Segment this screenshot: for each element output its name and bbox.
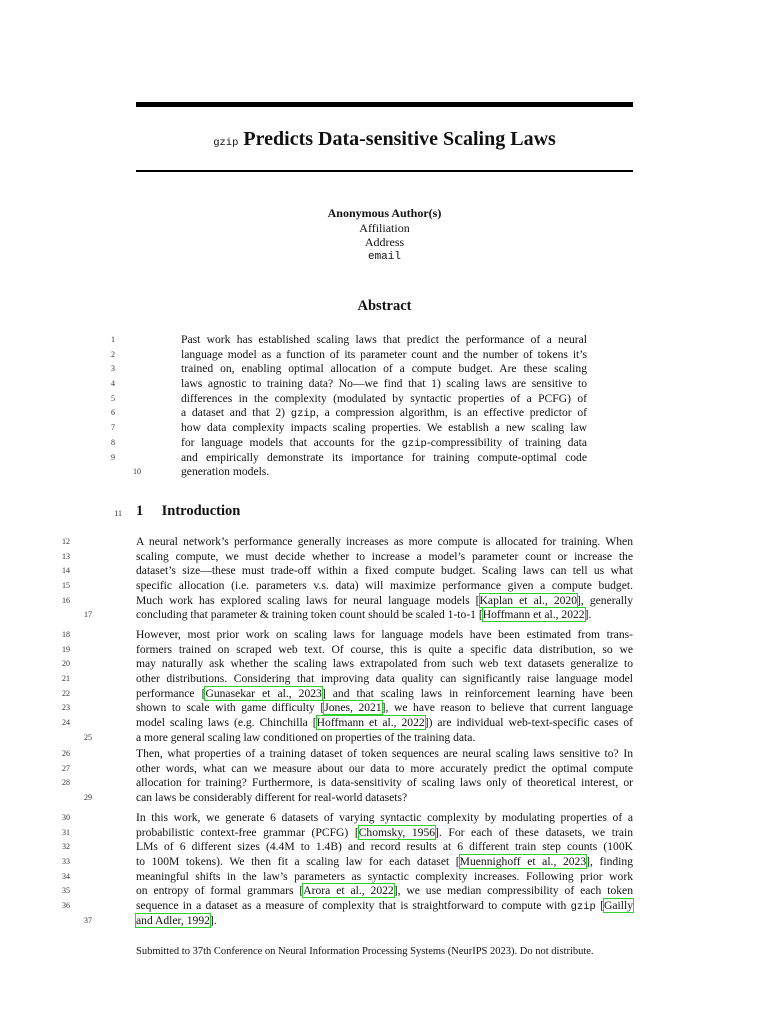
text-line: [111, 377, 587, 392]
line-number: 22: [62, 688, 70, 698]
line-number: 13: [62, 551, 70, 561]
line-number: 24: [62, 718, 70, 728]
line-text: on entropy of formal grammars [: [136, 884, 304, 898]
line-number: 14: [62, 566, 70, 576]
line-text: concluding that parameter & training token count should be scaled 1-to-1 [: [136, 608, 483, 622]
line-text: ], we have reason to believe that current language: [381, 701, 633, 715]
citation-link[interactable]: Hoffmann et al., 2022: [316, 716, 425, 730]
citation-link[interactable]: Gailly: [604, 899, 633, 913]
author-name: Anonymous Author(s): [327, 206, 442, 220]
text-line: [111, 333, 587, 348]
line-number: 23: [62, 703, 70, 713]
citation-link[interactable]: Chomsky, 1956: [358, 825, 436, 839]
line-text: In this work, we generate 6 datasets of varying syntactic complexity by modulating properties of a: [136, 811, 633, 824]
paragraph: [62, 747, 633, 806]
line-text: allocation for training? Furthermore, is data-sensitivity of scaling laws only of theoretical interest, or: [136, 776, 633, 790]
line-number: 16: [62, 595, 70, 605]
line-text: [: [595, 899, 605, 913]
line-text: to 100M tokens). We then fit a scaling law for each dataset [: [136, 855, 460, 869]
line-text: A neural network’s performance generally increases as more compute is allocated for training. When: [136, 535, 633, 548]
title-text: Predicts Data-sensitive Scaling Laws: [243, 128, 556, 150]
line-number: 19: [62, 644, 70, 654]
text-line: [62, 686, 633, 702]
text-line: [62, 701, 633, 716]
line-text: ].: [209, 913, 217, 927]
line-text: scaling compute, we must decide whether to increase a model’s parameter count or increase the: [136, 549, 633, 563]
text-line: [62, 840, 633, 855]
text-line: [111, 435, 587, 451]
author-email: email: [367, 250, 401, 263]
line-text: ]. For each of these datasets, we train: [435, 825, 633, 839]
line-number: 32: [62, 842, 70, 852]
line-text: dataset’s size—these must trade-off within a fixed compute budget. Scaling laws can tell us what: [136, 564, 633, 578]
text-line: [62, 579, 633, 594]
paragraph: [62, 811, 634, 929]
section-title: Introduction: [161, 503, 241, 519]
text-line: [84, 608, 633, 623]
line-number: 10: [133, 467, 141, 477]
line-number: 2: [111, 349, 115, 359]
text-line: [84, 791, 633, 806]
text-line: [62, 535, 633, 550]
line-text: However, most prior work on scaling laws for language models have been estimated from trans-: [136, 628, 633, 641]
abstract-heading: Abstract: [357, 298, 412, 314]
text-line: [62, 642, 633, 658]
text-line: [111, 362, 587, 377]
line-number: 1: [111, 335, 115, 344]
text-line: [62, 747, 633, 762]
line-number: 8: [111, 437, 115, 447]
line-text: for language models that accounts for the: [181, 435, 402, 449]
line-number: 27: [62, 763, 70, 773]
line-number: 11: [114, 509, 122, 518]
line-text: meaningful shifts in the law’s parameters as syntactic complexity increases. Following prior work: [136, 869, 633, 883]
line-text: ], generally: [577, 593, 633, 607]
line-number: 25: [84, 732, 92, 742]
line-number: 12: [62, 537, 70, 546]
line-number: 29: [84, 793, 92, 803]
line-number: 3: [111, 364, 115, 374]
text-line: [62, 657, 633, 672]
title-top-rule: [136, 102, 633, 107]
text-line: [111, 406, 587, 421]
line-text: differences in the complexity (modulated by syntactic properties of a PCFG) of: [181, 391, 587, 405]
line-text: generation models.: [181, 465, 270, 479]
text-line: [62, 761, 633, 777]
line-text: ], we use median compressibility of each token: [393, 884, 634, 898]
text-line: [84, 913, 633, 929]
line-text: how data complexity impacts scaling properties. We establish a new scaling law: [181, 421, 587, 435]
line-number: 26: [62, 749, 70, 758]
text-line: [62, 869, 633, 885]
text-line: [62, 776, 633, 791]
line-text: Past work has established scaling laws that predict the performance of a neural: [181, 333, 587, 346]
line-number: 35: [62, 886, 70, 896]
line-text: formers trained on scraped web text. Of course, this is quite a specific data distribution, so we: [136, 642, 633, 656]
text-line: [62, 825, 633, 841]
line-number: 7: [111, 423, 115, 433]
text-line: [62, 855, 633, 870]
title-gzip: gzip: [213, 137, 239, 149]
line-number: 33: [62, 857, 70, 867]
citation-link[interactable]: and Adler, 1992: [136, 913, 210, 927]
section-heading: [136, 503, 240, 520]
line-number: 36: [62, 901, 70, 911]
text-line: [111, 347, 587, 363]
line-text: LMs of 6 different sizes (4.4M to 1.4B) and record results at 6 different train step counts (100K: [136, 840, 633, 854]
line-text: performance [: [136, 686, 206, 700]
paragraph: [62, 535, 633, 623]
line-text: specific allocation (i.e. parameters v.s. data) will maximize performance given a compute budget.: [136, 579, 633, 593]
author-affiliation: Affiliation: [359, 220, 410, 235]
line-number: 30: [62, 813, 70, 822]
line-number: 21: [62, 674, 70, 684]
line-text: sequence in a dataset as a measure of complexity that is straightforward to compute with: [136, 899, 571, 913]
author-block: [136, 206, 633, 264]
citation-link[interactable]: Muennighoff et al., 2023: [459, 855, 587, 869]
text-line: [84, 730, 633, 746]
citation-link[interactable]: Kaplan et al., 2020: [479, 593, 578, 607]
text-line: [62, 549, 633, 565]
text-line: [111, 450, 587, 466]
line-number: 4: [111, 379, 115, 389]
line-number: 31: [62, 827, 70, 837]
line-number: 34: [62, 871, 70, 881]
title-bottom-rule: [136, 170, 633, 172]
line-text: laws agnostic to training data? No—we find that 1) scaling laws are sensitive to: [181, 377, 587, 391]
line-number: 15: [62, 581, 70, 591]
line-text: probabilistic context-free grammar (PCFG) [: [136, 825, 359, 839]
line-text: and empirically demonstrate its importance for training compute-optimal code: [181, 450, 587, 464]
text-line: [111, 421, 587, 436]
line-text: other distributions. Considering that improving data quality can significantly raise language model: [136, 672, 633, 686]
line-text: may naturally ask whether the scaling laws extrapolated from such web text datasets generalize to: [136, 657, 633, 671]
text-line: [62, 628, 633, 643]
line-text: other words, what can we measure about our data to more accurately predict the optimal compute: [136, 761, 633, 775]
line-number: 28: [62, 778, 70, 788]
line-text: Much work has explored scaling laws for neural language models [: [136, 593, 480, 607]
line-number: 5: [111, 393, 115, 403]
paper-title: [136, 126, 633, 156]
line-text: ]) are individual web-text-specific cases of: [424, 716, 633, 730]
citation-link[interactable]: Jones, 2021: [324, 701, 382, 715]
line-text: ], finding: [586, 855, 633, 869]
section-number: 1: [136, 503, 144, 519]
footer-note: Submitted to 37th Conference on Neural Information Processing Systems (NeurIPS 2023). Do not distribute.: [136, 946, 594, 957]
line-text: a dataset and that 2): [181, 406, 291, 420]
citation-link[interactable]: Gunasekar et al., 2023: [205, 686, 322, 700]
code-gzip: gzip: [570, 901, 596, 914]
code-gzip: gzip: [290, 408, 316, 421]
text-line: [62, 716, 633, 731]
line-text: ].: [584, 608, 592, 622]
text-line: [62, 672, 633, 687]
line-number: 6: [111, 408, 115, 418]
code-gzip: gzip: [401, 437, 427, 450]
line-text: , a compression algorithm, is an effective predictor of: [316, 406, 587, 420]
line-number: 9: [111, 452, 115, 462]
paragraph: [62, 628, 633, 746]
line-text: Then, what properties of a training dataset of token sequences are neural scaling laws sensitive to? In: [136, 747, 633, 760]
line-text: language model as a function of its parameter count and the number of tokens it’s: [181, 347, 587, 361]
line-text: can laws be considerably different for real-world datasets?: [136, 791, 408, 805]
text-line: [62, 593, 633, 609]
text-line: [62, 811, 633, 826]
line-number: 20: [62, 659, 70, 669]
citation-link[interactable]: Arora et al., 2022: [303, 884, 394, 898]
line-number: 37: [84, 915, 92, 925]
author-address: Address: [364, 235, 405, 249]
line-number: 18: [62, 630, 70, 639]
text-line: [62, 899, 633, 914]
text-line: [62, 564, 633, 579]
line-text: model scaling laws (e.g. Chinchilla [: [136, 716, 317, 730]
text-line: [62, 884, 634, 899]
text-line: [111, 391, 587, 407]
line-text: a more general scaling law conditioned on properties of the training data.: [136, 730, 476, 744]
line-text: shown to scale with game difficulty [: [136, 701, 325, 715]
line-text: -compressibility of training data: [426, 435, 587, 449]
citation-link[interactable]: Hoffmann et al., 2022: [482, 608, 585, 622]
abstract-body: [111, 333, 587, 480]
text-line: [133, 465, 587, 480]
line-number: 17: [84, 610, 92, 620]
line-text: trained on, enabling optimal allocation of a compute budget. Are these scaling: [181, 362, 587, 376]
line-text: ] and that scaling laws in reinforcement learning have been: [321, 686, 633, 700]
